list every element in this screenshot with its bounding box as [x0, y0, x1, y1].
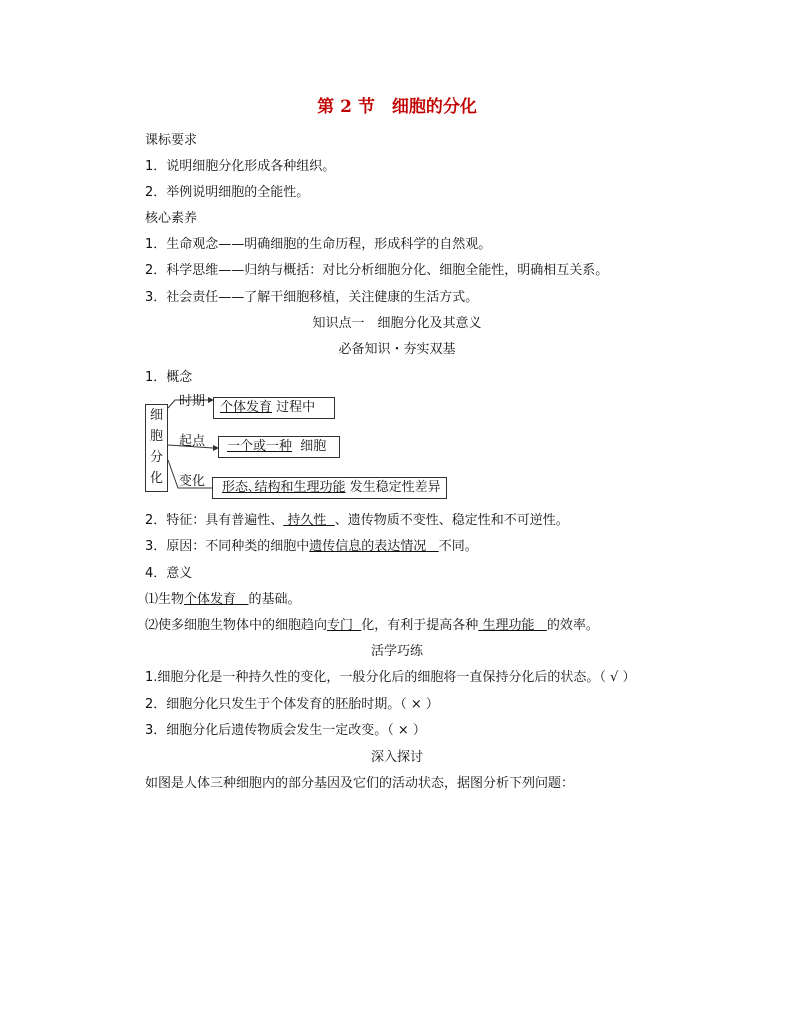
- branch-label-start: 起点: [179, 434, 206, 449]
- core-heading: 核心素养: [145, 211, 198, 226]
- practice-title: 活学巧练: [370, 644, 423, 659]
- page-title: 第 2 节 细胞的分化: [317, 97, 477, 117]
- core-item-3: 3．社会责任——了解干细胞移植，关注健康的生活方式。: [145, 290, 479, 305]
- branch-post-start: 细胞: [300, 439, 327, 454]
- cause-line: [145, 538, 478, 556]
- root-char-2: 胞: [149, 429, 163, 444]
- curriculum-item-1: 1．说明细胞分化形成各种组织。: [145, 159, 336, 174]
- branch-post-change: 发生稳定性差异: [349, 480, 441, 495]
- features-pre: 2．特征：具有普遍性、: [145, 513, 284, 528]
- practice-item-1: 1.细胞分化是一种持久性的变化，一般分化后的细胞将一直保持分化后的状态。（ √ ）: [145, 670, 636, 685]
- concept-label: 1．概念: [145, 370, 193, 385]
- explore-title: 深入探讨: [370, 750, 423, 765]
- cause-post: 不同。: [438, 539, 478, 554]
- features-answer: 持久性: [287, 513, 327, 528]
- branch-post-period: 过程中: [276, 400, 316, 415]
- branch-box-period: [213, 397, 335, 419]
- practice-item-3: 3．细胞分化后遗传物质会发生一定改变。（ × ）: [145, 723, 426, 738]
- features-post: 、遗传物质不变性、稳定性和不可逆性。: [334, 513, 569, 528]
- answer-change: 形态､结构和生理功能: [222, 480, 346, 495]
- explore-text: 如图是人体三种细胞内的部分基因及它们的活动状态，据图分析下列问题：: [145, 776, 575, 791]
- meaning-answer-3: 生理功能: [482, 618, 535, 633]
- answer-period: 个体发育: [220, 400, 273, 415]
- root-char-4: 化: [149, 471, 163, 486]
- cause-answer: 遗传信息的表达情况: [309, 539, 427, 554]
- section-title: 知识点一 细胞分化及其意义: [312, 316, 482, 331]
- features-line: [145, 512, 569, 530]
- branch-box-start: [218, 436, 340, 458]
- core-item-1: 1．生命观念——明确细胞的生命历程，形成科学的自然观。: [145, 237, 492, 252]
- cause-pre: 3．原因：不同种类的细胞中: [145, 539, 310, 554]
- curriculum-heading: 课标要求: [145, 133, 198, 148]
- concept-root-box: [145, 404, 168, 492]
- practice-item-2: 2．细胞分化只发生于个体发育的胚胎时期。（ × ）: [145, 697, 439, 712]
- meaning-item-2: ⑵使多细胞生物体中的细胞趋向专门 化，有利于提高各种 生理功能 的效率。: [145, 618, 599, 633]
- meaning-answer-2: 专门: [327, 618, 354, 633]
- branch-box-change: [212, 477, 447, 499]
- root-char-1: 细: [149, 408, 163, 423]
- meaning-item-1: ⑴生物个体发育 的基础。: [145, 592, 301, 607]
- meaning-answer-1: 个体发育: [184, 592, 237, 607]
- meaning-label: 4．意义: [145, 566, 193, 581]
- branch-label-change: 变化: [179, 474, 206, 489]
- branch-label-period: 时期: [179, 394, 206, 409]
- answer-start: 一个或一种: [227, 439, 293, 454]
- curriculum-item-2: 2．举例说明细胞的全能性。: [145, 185, 310, 200]
- section-subtitle: 必备知识・夯实双基: [338, 342, 456, 357]
- root-char-3: 分: [149, 450, 163, 465]
- core-item-2: 2．科学思维——归纳与概括：对比分析细胞分化、细胞全能性，明确相互关系。: [145, 263, 609, 278]
